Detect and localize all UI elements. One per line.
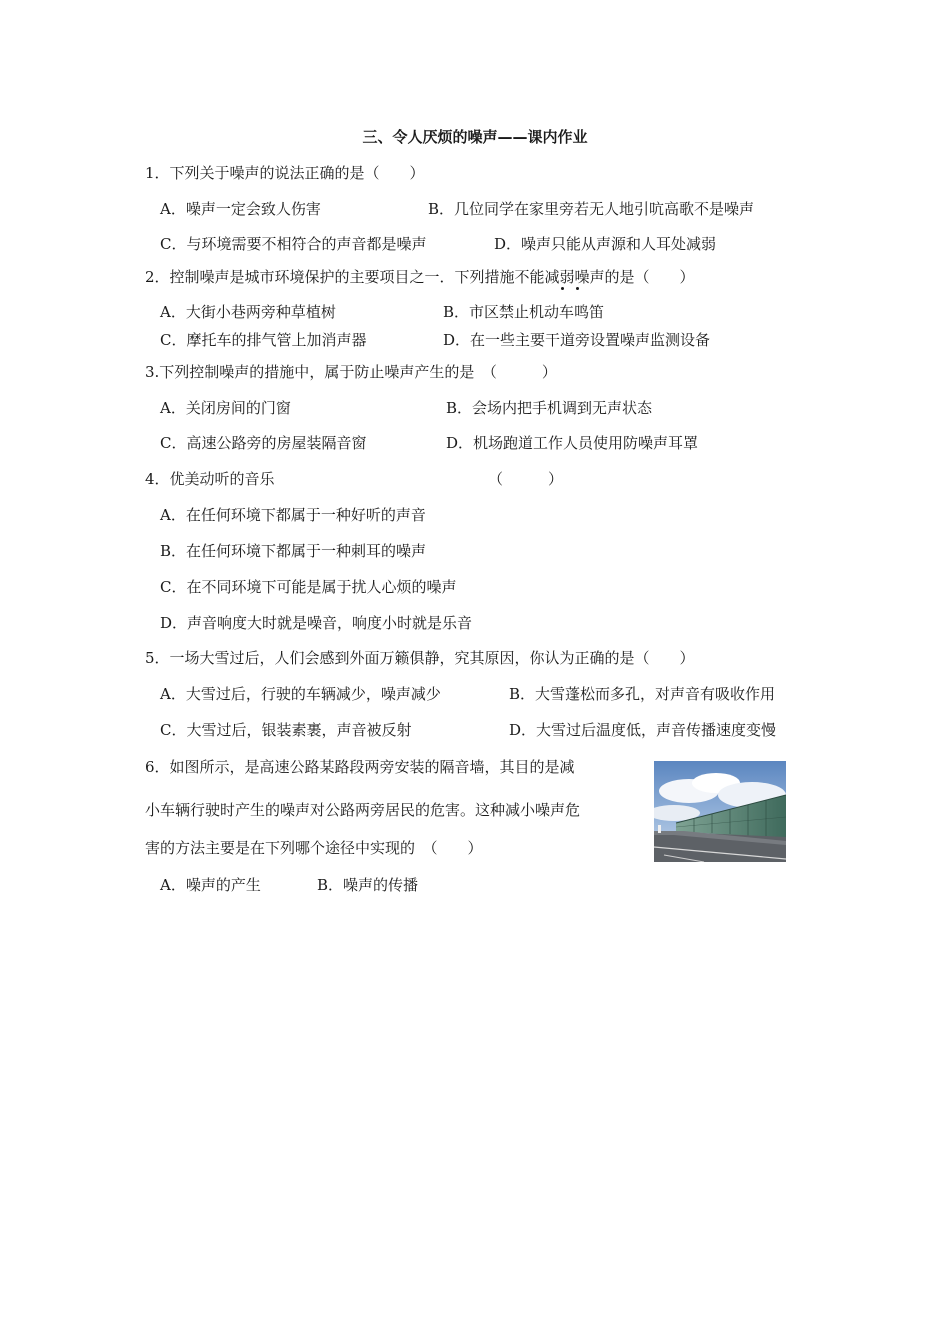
question-6-stem-line-2: 小车辆行驶时产生的噪声对公路两旁居民的危害。这种减小噪声危 <box>145 801 581 819</box>
question-4-option-b: B．在任何环境下都属于一种刺耳的噪声 <box>160 542 427 560</box>
question-6-stem-line-1: 6．如图所示，是高速公路某路段两旁安装的隔音墙，其目的是减 <box>145 758 575 776</box>
question-4-stem: 4．优美动听的音乐 <box>145 470 275 488</box>
question-5-option-d: D．大雪过后温度低，声音传播速度变慢 <box>509 721 777 739</box>
question-3-option-a: A．关闭房间的门窗 <box>160 399 291 417</box>
question-1-stem: 1．下列关于噪声的说法正确的是（ ） <box>145 164 425 182</box>
question-3-option-b: B．会场内把手机调到无声状态 <box>446 399 653 417</box>
question-3-option-c: C．高速公路旁的房屋装隔音窗 <box>160 434 367 452</box>
question-2-option-b: B．市区禁止机动车鸣笛 <box>443 303 605 321</box>
highway-sound-barrier-photo <box>654 761 786 862</box>
question-1-option-b: B．几位同学在家里旁若无人地引吭高歌不是噪声 <box>428 200 755 218</box>
question-1-option-a: A．噪声一定会致人伤害 <box>160 200 321 218</box>
question-6-option-b: B．噪声的传播 <box>317 876 419 894</box>
question-4-option-a: A．在任何环境下都属于一种好听的声音 <box>160 506 426 524</box>
question-5-option-b: B．大雪蓬松而多孔，对声音有吸收作用 <box>509 685 776 703</box>
emphasis-dot <box>561 287 564 290</box>
emphasis-dot <box>576 287 579 290</box>
page-title: 三、令人厌烦的噪声——课内作业 <box>362 128 588 146</box>
question-2-option-c: C．摩托车的排气管上加消声器 <box>160 331 367 349</box>
question-3-option-d: D．机场跑道工作人员使用防噪声耳罩 <box>446 434 699 452</box>
question-2-option-a: A．大街小巷两旁种草植树 <box>160 303 336 321</box>
question-4-option-c: C．在不同环境下可能是属于扰人心烦的噪声 <box>160 578 457 596</box>
question-1-option-d: D．噪声只能从声源和人耳处减弱 <box>494 235 717 253</box>
question-5-option-a: A．大雪过后，行驶的车辆减少，噪声减少 <box>160 685 441 703</box>
question-5-stem: 5．一场大雪过后，人们会感到外面万籁俱静，究其原因，你认为正确的是（ ） <box>145 649 695 667</box>
question-4-option-d: D．声音响度大时就是噪音，响度小时就是乐音 <box>160 614 473 632</box>
question-1-option-c: C．与环境需要不相符合的声音都是噪声 <box>160 235 427 253</box>
question-3-stem: 3.下列控制噪声的措施中，属于防止噪声产生的是 （ ） <box>145 363 557 381</box>
question-2-option-d: D．在一些主要干道旁设置噪声监测设备 <box>443 331 711 349</box>
question-2-stem: 2．控制噪声是城市环境保护的主要项目之一．下列措施不能减弱噪声的是（ ） <box>145 268 695 286</box>
question-4-answer-blank: （ ） <box>488 470 564 488</box>
question-6-option-a: A．噪声的产生 <box>160 876 261 894</box>
question-6-stem-line-3: 害的方法主要是在下列哪个途径中实现的 （ ） <box>145 839 483 857</box>
question-5-option-c: C．大雪过后，银装素裹，声音被反射 <box>160 721 412 739</box>
